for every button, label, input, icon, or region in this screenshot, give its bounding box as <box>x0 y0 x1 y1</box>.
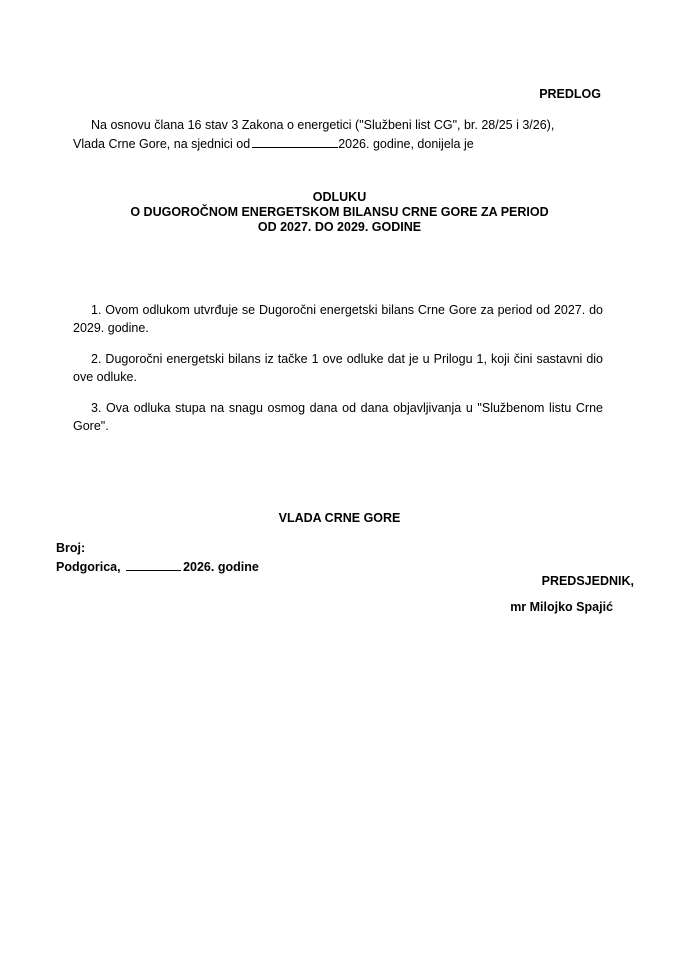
year-label: 2026. godine <box>183 560 259 574</box>
decision-item-3: 3. Ova odluka stupa na snagu osmog dana od dana objavljivanja u "Službenom listu Crne Gore". <box>73 401 603 433</box>
signatory-name: mr Milojko Spajić <box>510 600 613 614</box>
preamble-line-1: Na osnovu člana 16 stav 3 Zakona o energetici ("Službeni list CG", br. 28/25 i 3/26), <box>91 118 555 132</box>
date-blank <box>126 558 181 571</box>
title-line-3: OD 2027. DO 2029. GODINE <box>257 220 422 234</box>
government-name: VLADA CRNE GORE <box>278 511 401 525</box>
preamble <box>73 116 603 154</box>
proposal-marker: PREDLOG <box>539 87 601 101</box>
preamble-line-2 <box>73 135 603 154</box>
preamble-line-2-start: Vlada Crne Gore, na sjednici od <box>73 137 251 151</box>
decision-item-1: 1. Ovom odlukom utvrđuje se Dugoročni energetski bilans Crne Gore za period od 2027. do 2029. godine. <box>73 303 603 335</box>
document-number-label: Broj: <box>56 541 86 555</box>
signatory-role: PREDSJEDNIK, <box>541 574 634 588</box>
decision-items <box>73 301 603 448</box>
place-label: Podgorica, <box>56 560 121 574</box>
decision-item-2: 2. Dugoročni energetski bilans iz tačke 1 ove odluke dat je u Prilogu 1, koji čini sastavni dio ove odluke. <box>73 352 603 384</box>
preamble-line-2-end: 2026. godine, donijela je <box>338 137 474 151</box>
session-date-blank <box>252 135 338 148</box>
title-line-2: O DUGOROČNOM ENERGETSKOM BILANSU CRNE GORE ZA PERIOD <box>130 205 549 219</box>
place-date-line <box>56 558 259 574</box>
title-line-1: ODLUKU <box>312 190 367 204</box>
decision-title <box>0 190 679 235</box>
